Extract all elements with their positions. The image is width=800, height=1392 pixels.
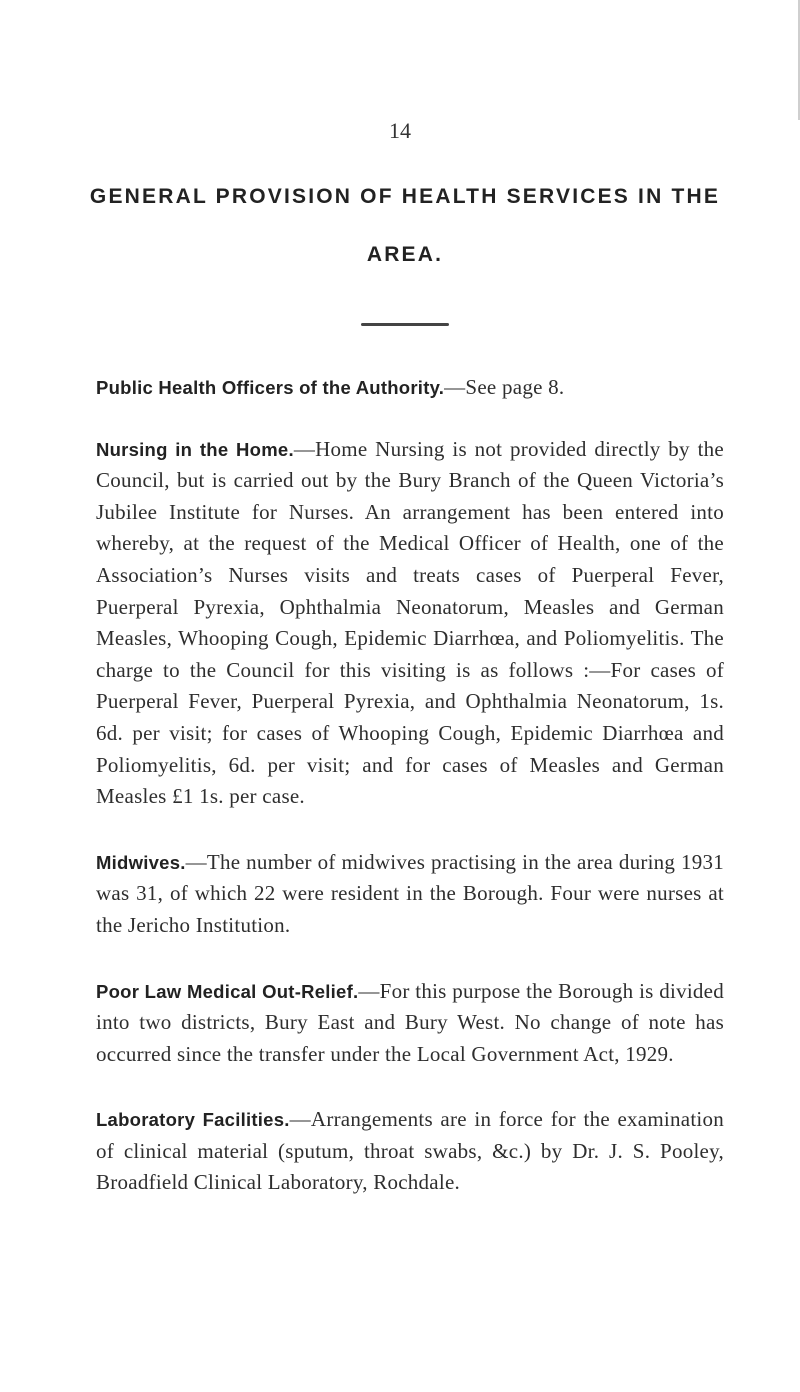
section-text: —Home Nursing is not provided directly by the Council, but is carried out by the Bury Branch of the Queen Victoria’s Jubilee Institute for Nurses. An arrangement has been entered into whereby, at the request of the Medical Officer of Health, one of the Association’s Nurses visits and treats cases of Puerperal Fever, Puerperal Pyrexia, Ophthalmia Neonatorum, Measles and German Measles, Whooping Cough, Epidemic Diarrhœa, and Poliomyelitis. The charge to the Council for this visiting is as follows :—For cases of Puerperal Fever, Puerperal Pyrexia, and Ophthalmia Neonatorum, 1s. 6d. per visit; for cases of Whooping Cough, Epidemic Diarrhœa and Poliomyelitis, 6d. per visit; and for cases of Measles and German Measles £1 1s. per case. (96, 436, 724, 809)
page-number: 14 (389, 118, 411, 143)
section-nursing-in-the-home (96, 434, 724, 813)
section-text: —For this purpose the Borough is divided into two districts, Bury East and Bury West. No change of note has occurred since the transfer under the Local Government Act, 1929. (96, 978, 724, 1066)
section-text: —Arrangements are in force for the examination of clinical material (sputum, throat swabs, &c.) by Dr. J. S. Pooley, Broadfield Clinical Laboratory, Rochdale. (96, 1107, 724, 1195)
section-heading: Poor Law Medical Out-Relief. (96, 980, 359, 1002)
body-content (96, 372, 724, 1199)
section-heading: Public Health Officers of the Authority. (96, 377, 445, 398)
section-midwives (96, 847, 724, 942)
section-poor-law-medical-out-relief (96, 976, 724, 1071)
section-heading: Nursing in the Home. (96, 438, 294, 460)
section-text: —The number of midwives practising in the area during 1931 was 31, of which 22 were resident in the Borough. Four were nurses at the Jericho Institution. (96, 849, 724, 937)
section-text: —See page 8. (444, 375, 565, 399)
section-laboratory-facilities (96, 1104, 724, 1199)
page-title: GENERAL PROVISION OF HEALTH SERVICES IN THE AREA. (89, 185, 721, 266)
section-heading: Laboratory Facilities. (96, 1109, 290, 1131)
title-divider (361, 323, 449, 326)
section-heading: Midwives. (96, 851, 186, 873)
section-public-health-officers (96, 372, 724, 404)
